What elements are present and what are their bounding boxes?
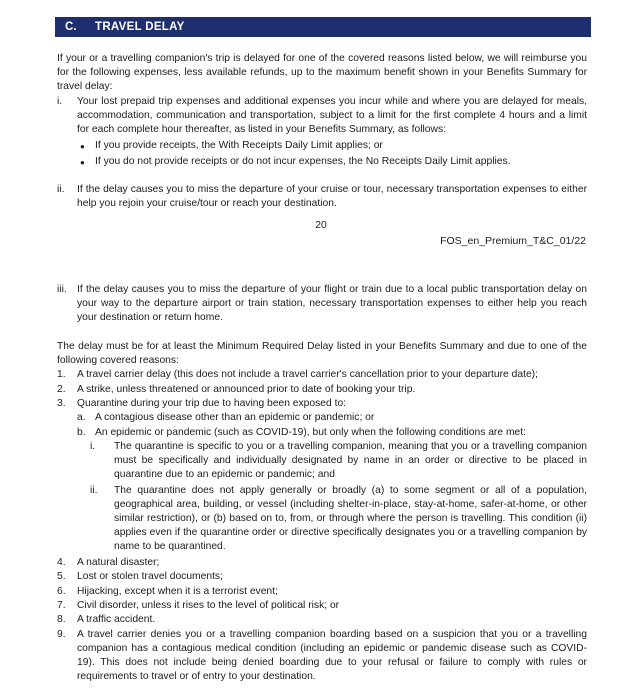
sub-b-ii-text: The quarantine does not apply generally or broadly (a) to some segment or all of a population, geographical area, building, or vessel (including shelter-in-place, stay-at-home, safer-at-home, or other similar restriction), or (b) based on to, from, or through where the person is travelling. This condition (ii) applies even if the quarantine order or directive specifically designates you or a travelling companion by name to be quarantined. xyxy=(114,485,587,553)
bullet-icon: ● xyxy=(80,158,85,167)
item-ii-number: ii. xyxy=(57,184,65,195)
reason-4-text: A natural disaster; xyxy=(77,557,160,568)
item-i-text: Your lost prepaid trip expenses and additional expenses you incur while and where you are delayed for meals, accommodation, communication and transportation, subject to a limit for the first complete 4 hours and a limit for each complete hour thereafter, as listed in your Benefits Summary, as follows: xyxy=(77,96,587,136)
reason-1-text: A travel carrier delay (this does not include a travel carrier's cancellation prior to your departure date); xyxy=(77,369,538,380)
sub-a-label: a. xyxy=(77,412,86,423)
section-letter: C. xyxy=(65,21,77,33)
reason-7-number: 7. xyxy=(57,600,66,611)
reason-4-number: 4. xyxy=(57,557,66,568)
reason-6-text: Hijacking, except when it is a terrorist event; xyxy=(77,586,278,597)
reason-3-number: 3. xyxy=(57,398,66,409)
sub-a-text: A contagious disease other than an epidemic or pandemic; or xyxy=(95,412,375,423)
bullet-icon: ● xyxy=(80,142,85,151)
item-iii-text: If the delay causes you to miss the departure of your flight or train due to a local public transportation delay on your way to the departure airport or train station, necessary transportation expenses to either help you reach your destination or return home. xyxy=(77,284,587,324)
item-iii-number: iii. xyxy=(57,284,67,295)
reason-9-number: 9. xyxy=(57,629,66,640)
reason-2-number: 2. xyxy=(57,384,66,395)
section-title: TRAVEL DELAY xyxy=(95,21,185,33)
reason-1-number: 1. xyxy=(57,369,66,380)
reason-9-text: A travel carrier denies you or a travelling companion boarding based on a suspicion that you or a travelling companion has a contagious medical condition (including an epidemic or pandemic disease such as COVID-19). This does not include being denied boarding due to your refusal or failure to comply with rules or requirements to travel or of entry to your destination. xyxy=(77,629,587,683)
reason-8-number: 8. xyxy=(57,614,66,625)
sub-b-ii-label: ii. xyxy=(90,485,98,496)
sub-b-i-label: i. xyxy=(90,441,96,452)
bullet-no-receipts: If you do not provide receipts or do not incur expenses, the No Receipts Daily Limit applies. xyxy=(95,156,511,167)
reason-2-text: A strike, unless threatened or announced prior to date of booking your trip. xyxy=(77,384,416,395)
section-header xyxy=(55,17,591,37)
item-ii-text: If the delay causes you to miss the departure of your cruise or tour, necessary transportation expenses to either help you rejoin your cruise/tour or reach your destination. xyxy=(77,184,587,210)
sub-b-label: b. xyxy=(77,427,86,438)
item-i-number: i. xyxy=(57,96,63,107)
reason-6-number: 6. xyxy=(57,586,66,597)
sub-b-text: An epidemic or pandemic (such as COVID-19), but only when the following conditions are met: xyxy=(95,427,526,438)
footer-code: FOS_en_Premium_T&C_01/22 xyxy=(440,235,586,247)
minimum-delay-paragraph: The delay must be for at least the Minimum Required Delay listed in your Benefits Summary and due to one of the following covered reasons: xyxy=(57,341,587,367)
sub-b-i-text: The quarantine is specific to you or a travelling companion, meaning that you or a travelling companion must be specifically and individually designated by name in an order or directive to be placed in quarantine due to an epidemic or pandemic; and xyxy=(114,441,587,481)
reason-8-text: A traffic accident. xyxy=(77,614,156,625)
reason-5-text: Lost or stolen travel documents; xyxy=(77,571,223,582)
reason-5-number: 5. xyxy=(57,571,66,582)
reason-3-text: Quarantine during your trip due to having been exposed to: xyxy=(77,398,347,409)
intro-paragraph: If your or a travelling companion's trip is delayed for one of the covered reasons listed below, we will reimburse you for the following expenses, less available refunds, up to the maximum benefit shown in your Benefits Summary for travel delay: xyxy=(57,53,587,93)
page-number: 20 xyxy=(315,220,327,231)
bullet-receipts: If you provide receipts, the With Receipts Daily Limit applies; or xyxy=(95,140,383,151)
reason-7-text: Civil disorder, unless it rises to the level of political risk; or xyxy=(77,600,340,611)
